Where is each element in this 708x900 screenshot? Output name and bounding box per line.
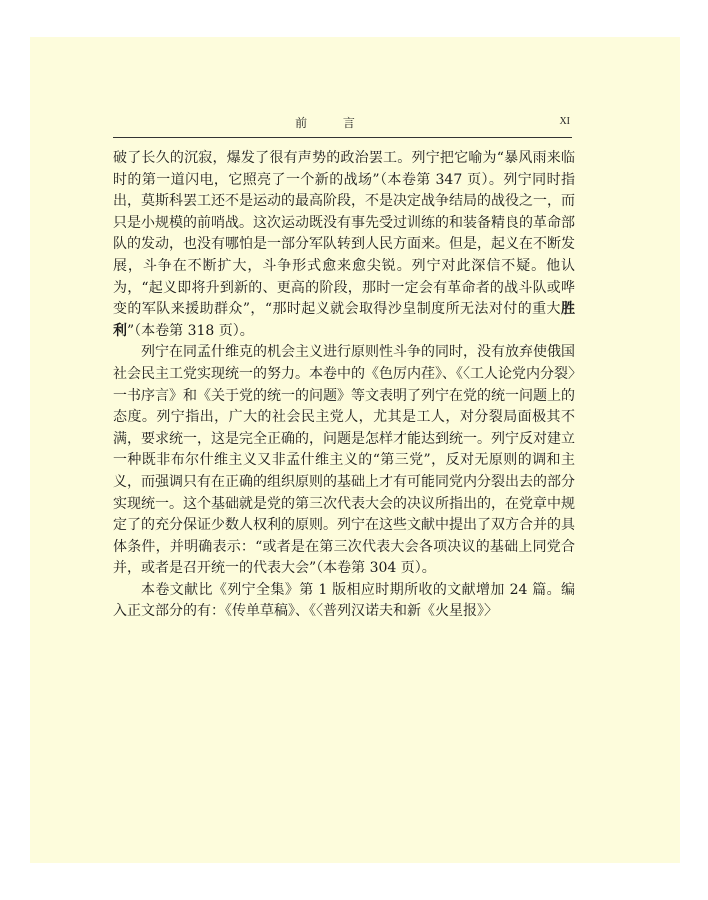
running-head: 前 言: [295, 116, 371, 130]
paragraph-1-bold-word: 胜利: [113, 301, 575, 339]
body-text: [113, 148, 575, 623]
paragraph-1-tail: ”（本卷第 318 页）。: [127, 322, 254, 339]
paragraph-1-text: 破了长久的沉寂，爆发了很有声势的政治罢工。列宁把它喻为“暴风雨来临时的第一道闪电，它照亮了一个新的战场”（本卷第 347 页）。列宁同时指出，莫斯科罢工还不是运动的最高阶段，不是决定战争结局的战役之一，而只是小规模的前哨战。这次运动既没有事先受过训练的和装备精良的革命部队的发动，也没有哪怕是一部分军队转到人民方面来。但是，起义在不断发展，斗争在不断扩大，斗争形式愈来愈尖锐。列宁对此深信不疑。他认为，“起义即将升到新的、更高的阶段，那时一定会有革命者的战斗队或哗变的军队来援助群众”，“那时起义就会取得沙皇制度所无法对付的重大: [113, 150, 575, 318]
paragraph-2: 列宁在同孟什维克的机会主义进行原则性斗争的同时，没有放弃使俄国社会民主工党实现统一的努力。本卷中的《色厉内荏》、《〈工人论党内分裂〉一书序言》和《关于党的统一的问题》等文表明了列宁在党的统一问题上的态度。列宁指出，广大的社会民主党人，尤其是工人，对分裂局面极其不满，要求统一，这是完全正确的，问题是怎样才能达到统一。列宁反对建立一种既非布尔什维主义又非孟什维主义的“第三党”，反对无原则的调和主义，而强调只有在正确的组织原则的基础上才有可能同党内分裂出去的部分实现统一。这个基础就是党的第三次代表大会的决议所指出的，在党章中规定了的充分保证少数人权利的原则。列宁在这些文献中提出了双方合并的具体条件，并明确表示：“或者是在第三次代表大会各项决议的基础上同党合并，或者是召开统一的代表大会”（本卷第 304 页）。: [113, 344, 575, 577]
paragraph-3: 本卷文献比《列宁全集》第 1 版相应时期所收的文献增加 24 篇。编入正文部分的有：《传单草稿》、《〈普列汉诺夫和新《火星报》〉: [113, 581, 575, 620]
page-header: [113, 111, 572, 138]
page-number: XI: [559, 116, 570, 127]
paragraph-1: [113, 148, 575, 342]
